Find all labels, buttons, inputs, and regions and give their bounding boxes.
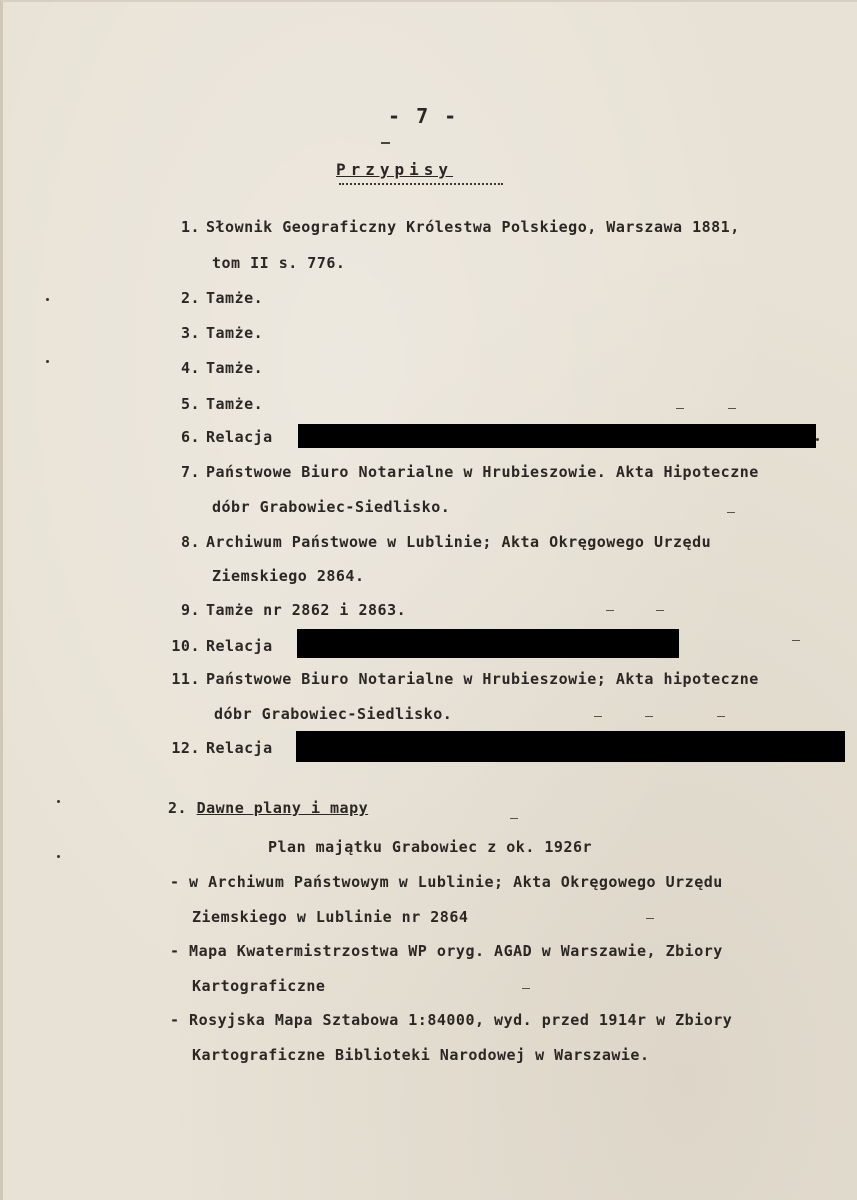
footnotes-heading: Przypisy xyxy=(336,160,454,179)
footnote-7-continuation: dóbr Grabowiec-Siedlisko. xyxy=(212,498,451,516)
footnote-number: 2. xyxy=(180,289,200,307)
section-title: Dawne plany i mapy xyxy=(196,799,369,817)
stray-mark xyxy=(676,408,684,409)
footnote-text: Słownik Geograficzny Królestwa Polskiego, Warszawa 1881, xyxy=(206,218,740,236)
section-number: 2. xyxy=(168,799,188,817)
stray-mark xyxy=(792,640,800,641)
stray-mark xyxy=(645,716,653,717)
redaction-bar xyxy=(296,731,845,762)
footnote-number: 10. xyxy=(171,637,200,655)
footnote-text: Państwowe Biuro Notarialne w Hrubieszowie; Akta hipoteczne xyxy=(206,670,759,688)
footnote-11 xyxy=(160,670,759,688)
stray-dot xyxy=(46,360,49,363)
footnote-text: Tamże nr 2862 i 2863. xyxy=(206,601,407,619)
footnote-number: 9. xyxy=(180,601,200,619)
footnote-number: 4. xyxy=(180,359,200,377)
stray-dot xyxy=(46,298,49,301)
map-item-2-continuation: Kartograficzne xyxy=(192,977,326,995)
stray-mark xyxy=(646,918,654,919)
footnote-11-continuation: dóbr Grabowiec-Siedlisko. xyxy=(214,705,453,723)
stray-mark xyxy=(510,818,518,819)
page-number: - 7 - xyxy=(388,104,459,128)
redaction-bar xyxy=(297,629,679,658)
footnote-text: Relacja xyxy=(206,428,273,446)
footnote-2 xyxy=(160,289,263,307)
footnote-1 xyxy=(160,218,740,236)
footnote-5 xyxy=(160,395,263,413)
footnote-text: Archiwum Państwowe w Lublinie; Akta Okręgowego Urzędu xyxy=(206,533,712,551)
footnote-number: 1. xyxy=(180,218,200,236)
footnote-text: Tamże. xyxy=(206,289,264,307)
footnote-10 xyxy=(160,637,273,655)
footnote-number: 8. xyxy=(180,533,200,551)
footnote-number: 6. xyxy=(180,428,200,446)
stray-dot xyxy=(57,855,60,858)
map-item-1-continuation: Ziemskiego w Lublinie nr 2864 xyxy=(192,908,469,926)
footnote-number: 5. xyxy=(180,395,200,413)
footnote-7 xyxy=(160,463,759,481)
footnote-8-continuation: Ziemskiego 2864. xyxy=(212,567,365,585)
stray-mark xyxy=(606,610,614,611)
map-item-3-continuation: Kartograficzne Biblioteki Narodowej w Warszawie. xyxy=(192,1046,650,1064)
footnote-text: Tamże. xyxy=(206,324,264,342)
footnote-8 xyxy=(160,533,711,551)
footnote-text: Relacja xyxy=(206,637,273,655)
map-item-2: - Mapa Kwatermistrzostwa WP oryg. AGAD w Warszawie, Zbiory xyxy=(170,942,723,960)
footnote-12 xyxy=(160,739,273,757)
footnote-9 xyxy=(160,601,406,619)
stray-mark xyxy=(522,988,530,989)
map-item-1: - w Archiwum Państwowym w Lublinie; Akta Okręgowego Urzędu xyxy=(170,873,723,891)
footnote-4 xyxy=(160,359,263,377)
footnote-text: Państwowe Biuro Notarialne w Hrubieszowie. Akta Hipoteczne xyxy=(206,463,759,481)
heading-underline xyxy=(339,183,503,185)
footnote-6 xyxy=(160,428,273,446)
footnote-number: 7. xyxy=(180,463,200,481)
section-2-heading xyxy=(168,799,368,817)
footnote-number: 12. xyxy=(171,739,200,757)
stray-mark xyxy=(728,408,736,409)
footnote-1-continuation: tom II s. 776. xyxy=(212,254,346,272)
tick-mark xyxy=(381,142,390,144)
footnote-text: Tamże. xyxy=(206,395,264,413)
stray-mark xyxy=(717,716,725,717)
stray-dot xyxy=(816,438,819,441)
footnote-text: Relacja xyxy=(206,739,273,757)
footnote-3 xyxy=(160,324,263,342)
stray-mark xyxy=(656,610,664,611)
section-intro: Plan majątku Grabowiec z ok. 1926r xyxy=(268,838,593,856)
stray-dot xyxy=(57,800,60,803)
redaction-bar xyxy=(298,424,816,448)
footnote-number: 11. xyxy=(171,670,200,688)
map-item-3: - Rosyjska Mapa Sztabowa 1:84000, wyd. przed 1914r w Zbiory xyxy=(170,1011,733,1029)
stray-mark xyxy=(727,512,735,513)
stray-mark xyxy=(594,716,602,717)
footnote-text: Tamże. xyxy=(206,359,264,377)
footnote-number: 3. xyxy=(180,324,200,342)
